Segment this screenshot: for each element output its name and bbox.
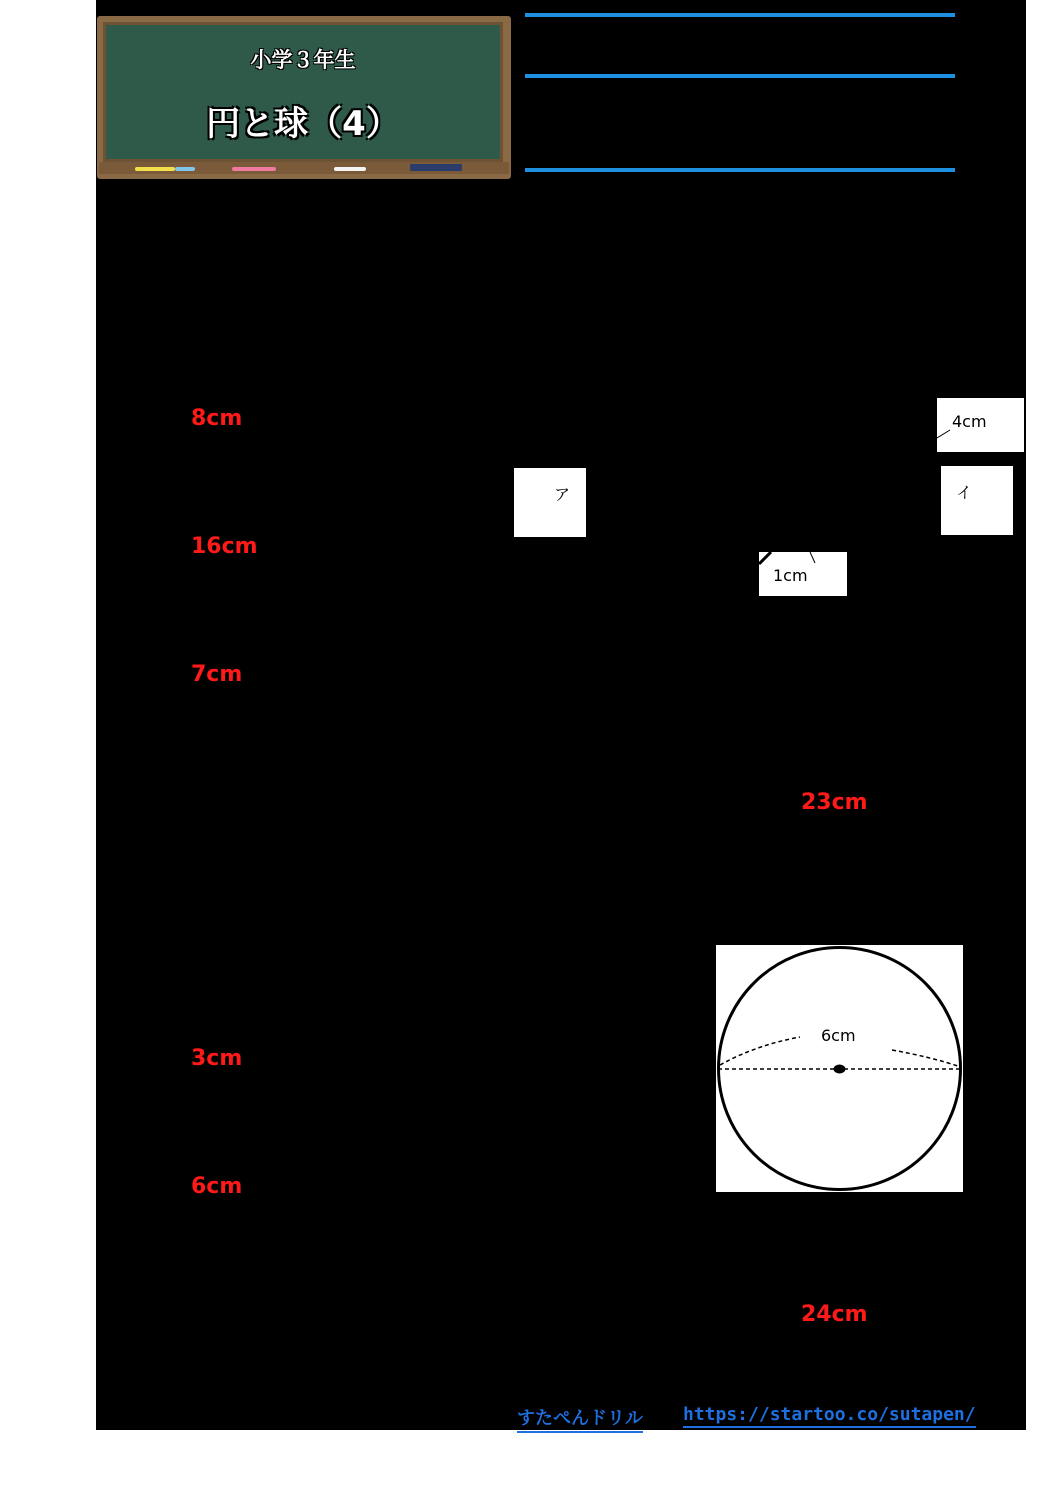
dimension-arc-right	[892, 1050, 961, 1067]
sphere-diagram	[716, 945, 963, 1192]
header-rule-3	[525, 168, 955, 172]
chalk-blue	[175, 167, 195, 171]
sphere-diameter-label: 6cm	[821, 1026, 856, 1045]
grade-label: 小学３年生	[250, 48, 356, 72]
blackboard-eraser	[410, 164, 462, 171]
answer-q3-2: 6cm	[191, 1174, 243, 1199]
label-a	[514, 468, 586, 537]
header-rule-1	[525, 13, 955, 17]
label-4cm	[937, 398, 1024, 452]
footer-url-link[interactable]: https://startoo.co/sutapen/	[683, 1404, 976, 1428]
answer-q1-1: 8cm	[191, 406, 243, 431]
center-point	[834, 1065, 846, 1074]
chalk-white	[334, 167, 366, 171]
page-title: 円と球（4）	[206, 104, 400, 144]
label-i-text: イ	[956, 483, 973, 502]
dimension-arc-left	[720, 1037, 800, 1065]
sphere-figure	[716, 945, 963, 1192]
worksheet-page	[96, 0, 1026, 1430]
label-1cm	[759, 552, 847, 596]
chalk-yellow	[135, 167, 175, 171]
label-a-text: ア	[554, 485, 571, 504]
footer-brand-link[interactable]: すたぺんドリル	[517, 1404, 643, 1433]
label-1cm-text: 1cm	[773, 566, 808, 585]
answer-q3-1: 3cm	[191, 1046, 243, 1071]
chalk-pink	[232, 167, 276, 171]
header-rule-2	[525, 74, 955, 78]
answer-q2: 23cm	[801, 790, 868, 815]
answer-q1-3: 7cm	[191, 662, 243, 687]
answer-q1-2: 16cm	[191, 534, 258, 559]
label-4cm-text: 4cm	[952, 412, 987, 431]
label-i	[941, 466, 1013, 535]
answer-q4: 24cm	[801, 1302, 868, 1327]
